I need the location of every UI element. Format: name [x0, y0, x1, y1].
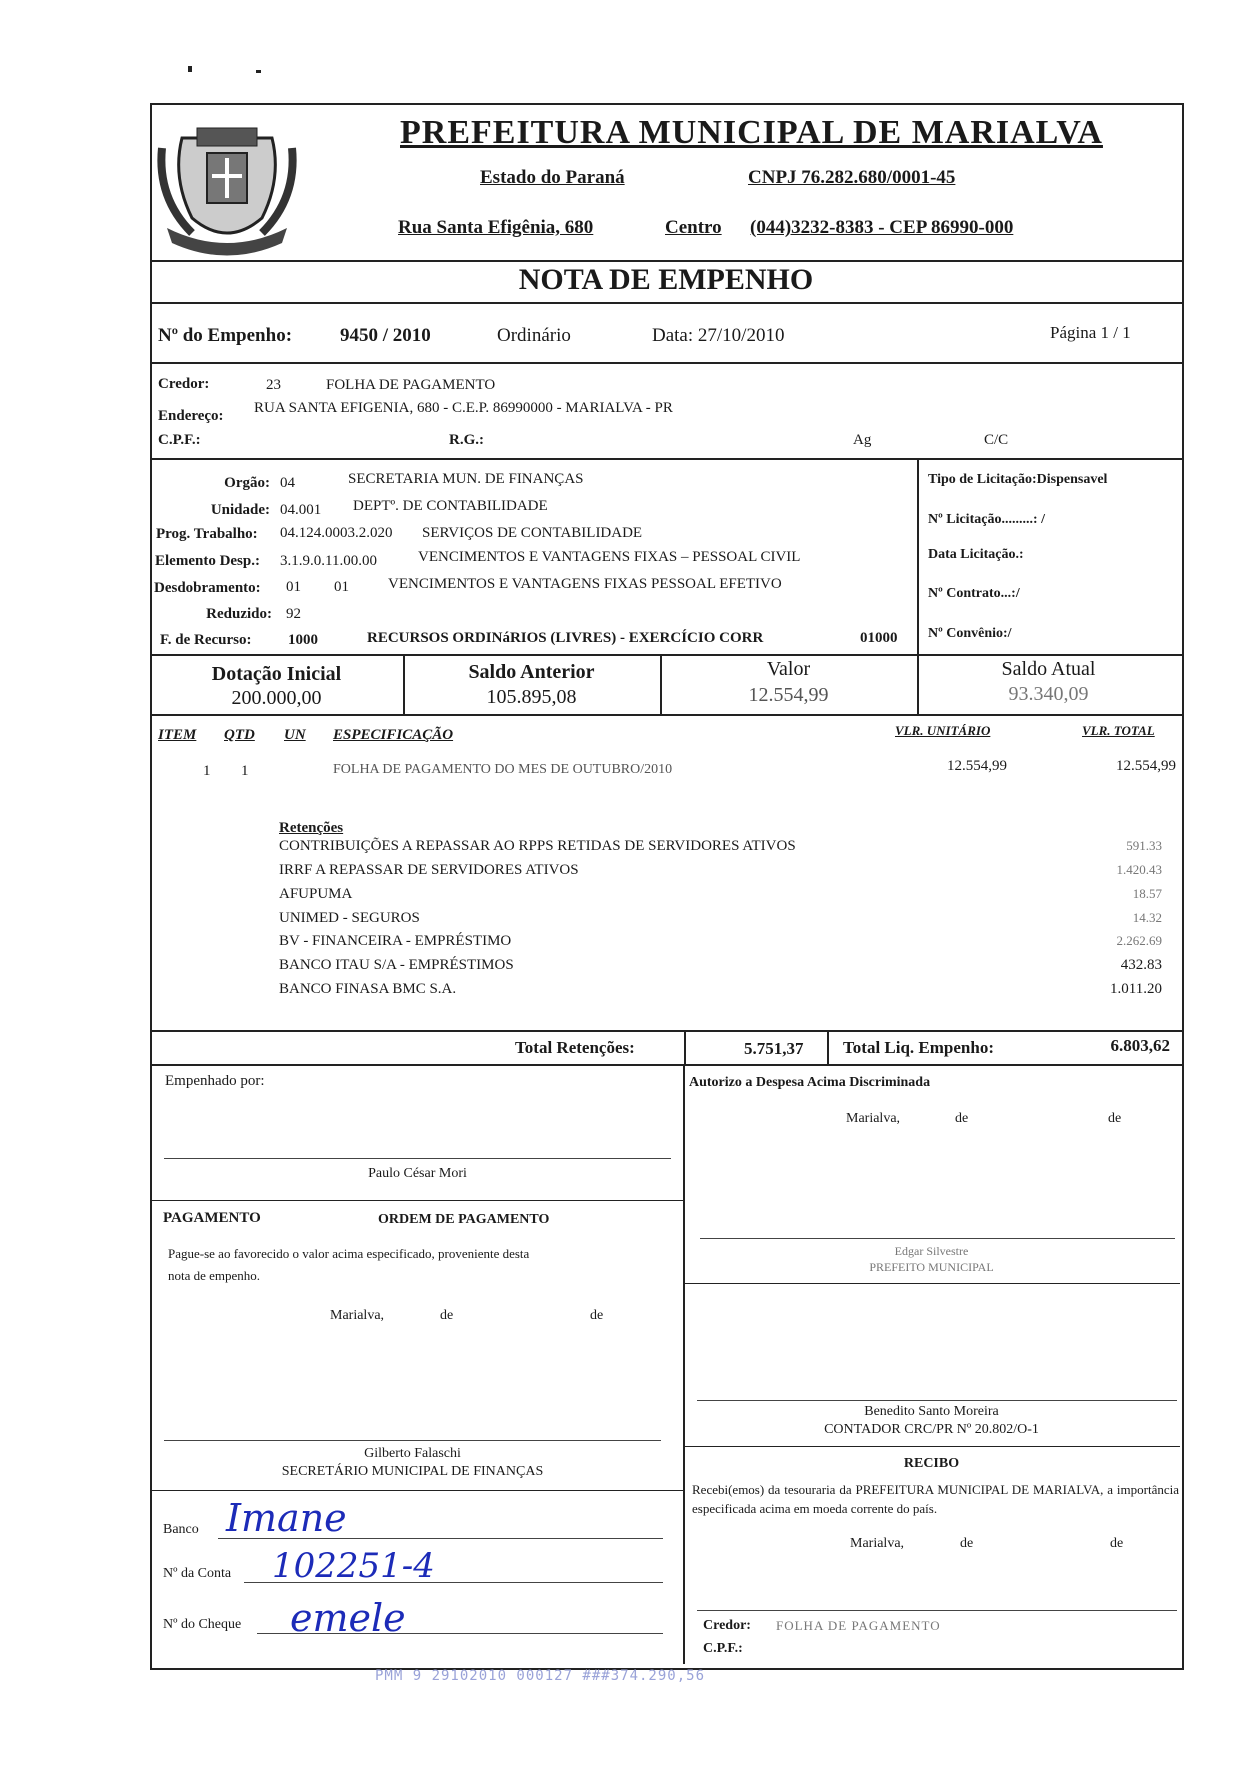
divider	[150, 1064, 1182, 1066]
prog: SERVIÇOS DE CONTABILIDADE	[422, 525, 643, 541]
credor-label: Credor:	[158, 376, 210, 392]
state-name: Estado do Paraná	[480, 167, 625, 188]
contador-nome: Benedito Santo Moreira	[864, 1404, 999, 1419]
phone-cep: (044)3232-8383 - CEP 86990-000	[750, 217, 1014, 238]
divider	[150, 260, 1182, 262]
retencao-desc: IRRF A REPASSAR DE SERVIDORES ATIVOS	[279, 862, 579, 878]
empenho-label: Nº do Empenho:	[158, 325, 293, 346]
col-un: UN	[284, 727, 306, 743]
desdobramento-label: Desdobramento:	[154, 580, 261, 596]
de-6: de	[1110, 1536, 1124, 1551]
ordem-pagamento-title: ORDEM DE PAGAMENTO	[378, 1212, 550, 1227]
autorizo: Autorizo a Despesa Acima Discriminada	[689, 1075, 931, 1090]
pague-se-text: Pague-se ao favorecido o valor acima especificado, proveniente desta	[168, 1246, 530, 1261]
ag-label: Ag	[853, 432, 872, 448]
banco-label: Banco	[163, 1522, 199, 1537]
prefeito-cargo: PREFEITO MUNICIPAL	[869, 1260, 994, 1274]
divider	[150, 302, 1182, 304]
scan-mark	[256, 70, 261, 73]
recurso-number: 01000	[860, 630, 898, 646]
endereco-label: Endereço:	[158, 408, 224, 424]
page-number: Página 1 / 1	[1050, 323, 1131, 342]
cnpj: CNPJ 76.282.680/0001-45	[748, 167, 956, 188]
conta-label: Nº da Conta	[163, 1566, 232, 1581]
divider	[683, 1064, 685, 1664]
cheque-handwritten: emele	[290, 1596, 406, 1640]
valor-value: 12.554,99	[748, 684, 829, 706]
de-5: de	[960, 1536, 974, 1551]
retencao-value: 2.262.69	[1116, 933, 1162, 948]
divider	[917, 458, 919, 658]
col-qtd: QTD	[224, 727, 255, 743]
divider	[683, 1283, 1180, 1284]
col-vlr-total: VLR. TOTAL	[1082, 723, 1155, 738]
item-description: FOLHA DE PAGAMENTO DO MES DE OUTUBRO/2010	[333, 762, 673, 777]
empenhado-nome: Paulo César Mori	[368, 1166, 467, 1181]
secretario-nome: Gilberto Falaschi	[364, 1446, 461, 1461]
orgao-code: 04	[280, 475, 295, 491]
divider	[150, 1030, 1182, 1032]
divider	[150, 714, 1182, 716]
empenho-type: Ordinário	[497, 325, 571, 346]
signature-line	[164, 1440, 661, 1441]
retencao-value: 18.57	[1132, 886, 1162, 901]
credor-code: 23	[266, 377, 281, 393]
divider	[827, 1030, 829, 1064]
valor-label: Valor	[766, 658, 811, 680]
retencao-desc: CONTRIBUIÇÕES A REPASSAR AO RPPS RETIDAS DE SERVIDORES ATIVOS	[279, 838, 796, 854]
desdobramento-b: 01	[334, 579, 349, 595]
prefeito-nome: Edgar Silvestre	[894, 1244, 969, 1258]
orgao: SECRETARIA MUN. DE FINANÇAS	[348, 471, 584, 487]
scan-mark	[188, 66, 192, 72]
secretario-cargo: SECRETÁRIO MUNICIPAL DE FINANÇAS	[281, 1464, 544, 1479]
recurso-code: 1000	[288, 632, 318, 648]
local-data: Marialva,	[850, 1536, 905, 1551]
retencao-desc: BV - FINANCEIRA - EMPRÉSTIMO	[279, 933, 512, 949]
rg-label: R.G.:	[449, 432, 484, 448]
contrato: Nº Contrato...:/	[928, 586, 1020, 601]
pague-se-text-2: nota de empenho.	[168, 1268, 261, 1283]
elemento-label: Elemento Desp.:	[155, 553, 260, 569]
col-item: ITEM	[158, 727, 197, 743]
document-title: NOTA DE EMPENHO	[518, 263, 814, 296]
item-qtd: 1	[241, 763, 249, 779]
retencao-desc: BANCO ITAU S/A - EMPRÉSTIMOS	[279, 957, 514, 973]
retencao-value: 1.420.43	[1116, 862, 1162, 877]
orgao-label: Orgão:	[224, 475, 270, 491]
data-licitacao: Data Licitação.:	[928, 547, 1024, 562]
recibo-credor-label: Credor:	[703, 1618, 751, 1633]
saldo-anterior-value: 105.895,08	[486, 686, 577, 708]
divider	[150, 458, 1182, 460]
total-liquido-label: Total Liq. Empenho:	[843, 1038, 994, 1057]
saldo-anterior-label: Saldo Anterior	[468, 661, 595, 683]
credor-name: FOLHA DE PAGAMENTO	[326, 377, 496, 393]
saldo-atual-label: Saldo Atual	[1001, 658, 1096, 680]
total-retencoes-value: 5.751,37	[744, 1039, 804, 1058]
pagamento-title: PAGAMENTO	[163, 1210, 261, 1226]
retencao-value: 1.011.20	[1110, 981, 1162, 997]
banco-handwritten: Imane	[226, 1496, 347, 1540]
recibo-credor-nome: FOLHA DE PAGAMENTO	[776, 1618, 941, 1633]
signature-line	[697, 1400, 1177, 1401]
endereco: RUA SANTA EFIGENIA, 680 - C.E.P. 86990000 - MARIALVA - PR	[254, 400, 673, 416]
reduzido: 92	[286, 606, 301, 622]
divider	[150, 654, 1182, 656]
page-title: PREFEITURA MUNICIPAL DE MARIALVA	[400, 114, 1103, 151]
tipo-licitacao: Tipo de Licitação:Dispensavel	[928, 472, 1108, 487]
convenio: Nº Convênio:/	[928, 626, 1012, 641]
unidade-label: Unidade:	[210, 502, 270, 518]
recibo-text: Recebi(emos) da tesouraria da PREFEITURA MUNICIPAL DE MARIALVA, a importância especificada acima em moeda corrente do país.	[692, 1482, 1179, 1516]
unidade-code: 04.001	[280, 502, 322, 518]
empenho-date: Data: 27/10/2010	[652, 325, 785, 346]
item-number: 1	[203, 763, 211, 779]
col-vlr-unitario: VLR. UNITÁRIO	[895, 723, 991, 738]
col-especificacao: ESPECIFICAÇÃO	[333, 727, 454, 743]
de-1: de	[955, 1111, 969, 1126]
local-data: Marialva,	[330, 1308, 385, 1323]
signature-line	[697, 1610, 1177, 1611]
coat-of-arms-icon	[152, 108, 302, 258]
retencao-desc: BANCO FINASA BMC S.A.	[279, 981, 457, 997]
dotacao-label: Dotação Inicial	[211, 663, 342, 685]
prog-label: Prog. Trabalho:	[156, 526, 258, 542]
mechanical-stamp: PMM 9 29102010 000127 ###374.290,56	[375, 1668, 706, 1684]
de-4: de	[590, 1308, 604, 1323]
item-unit-value: 12.554,99	[947, 758, 1007, 774]
empenho-number: 9450 / 2010	[340, 325, 431, 346]
elemento-code: 3.1.9.0.11.00.00	[280, 553, 377, 569]
cpf-label: C.P.F.:	[158, 432, 201, 448]
prog-code: 04.124.0003.2.020	[280, 525, 393, 541]
divider	[152, 1200, 683, 1201]
conta-handwritten: 102251-4	[272, 1546, 435, 1586]
elemento: VENCIMENTOS E VANTAGENS FIXAS – PESSOAL CIVIL	[418, 549, 801, 565]
divider	[683, 1446, 1180, 1447]
total-liquido-value: 6.803,62	[1110, 1036, 1170, 1055]
cc-label: C/C	[984, 432, 1009, 448]
empenhado-label: Empenhado por:	[165, 1073, 265, 1089]
retencao-desc: UNIMED - SEGUROS	[279, 910, 420, 926]
retencoes-title: Retenções	[279, 820, 344, 836]
reduzido-label: Reduzido:	[206, 606, 272, 622]
signature-line	[700, 1238, 1175, 1239]
de-3: de	[440, 1308, 454, 1323]
divider	[150, 362, 1182, 364]
numero-licitacao: Nº Licitação.........: /	[928, 512, 1045, 527]
total-retencoes-label: Total Retenções:	[515, 1038, 635, 1057]
retencao-value: 14.32	[1132, 910, 1162, 925]
divider	[152, 1490, 683, 1491]
de-2: de	[1108, 1111, 1122, 1126]
retencao-desc: AFUPUMA	[279, 886, 353, 902]
retencao-value: 591.33	[1126, 838, 1162, 853]
cheque-label: Nº do Cheque	[163, 1617, 242, 1632]
divider	[684, 1030, 686, 1064]
unidade: DEPTº. DE CONTABILIDADE	[353, 498, 548, 514]
signature-line	[164, 1158, 671, 1159]
recibo-cpf-label: C.P.F.:	[703, 1641, 743, 1656]
desdobramento-a: 01	[286, 579, 301, 595]
recurso: RECURSOS ORDINáRIOS (LIVRES) - EXERCÍCIO CORR	[367, 630, 764, 646]
item-total-value: 12.554,99	[1116, 758, 1176, 774]
district: Centro	[665, 217, 722, 238]
recibo-title: RECIBO	[903, 1456, 960, 1471]
desdobramento: VENCIMENTOS E VANTAGENS FIXAS PESSOAL EFETIVO	[388, 576, 782, 592]
retencao-value: 432.83	[1120, 957, 1162, 973]
saldo-atual-value: 93.340,09	[1008, 683, 1089, 705]
address: Rua Santa Efigênia, 680	[398, 217, 594, 238]
recurso-label: F. de Recurso:	[160, 632, 252, 648]
contador-cargo: CONTADOR CRC/PR Nº 20.802/O-1	[824, 1422, 1039, 1437]
dotacao-value: 200.000,00	[231, 687, 322, 709]
local-data: Marialva,	[846, 1111, 901, 1126]
